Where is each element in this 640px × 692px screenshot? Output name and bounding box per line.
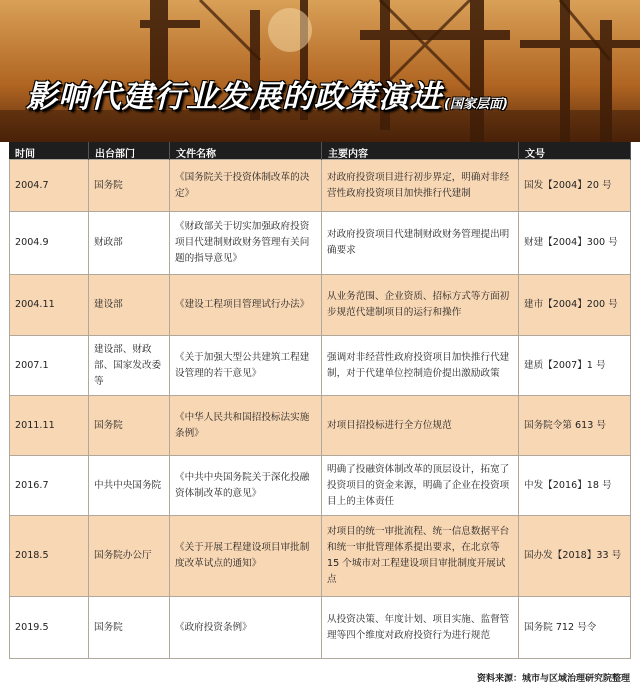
cell-code: 建质【2007】1 号 <box>519 336 631 395</box>
cell-dept: 国务院 <box>89 396 170 455</box>
cell-doc: 《关于开展工程建设项目审批制度改革试点的通知》 <box>170 516 322 596</box>
cell-content: 明确了投融资体制改革的顶层设计，拓宽了投资项目的资金来源，明确了企业在投资项目上的主体责任 <box>322 456 519 515</box>
header-content: 主要内容 <box>322 142 519 160</box>
source-note: 资料来源：城市与区域治理研究院整理 <box>476 674 630 684</box>
cell-dept: 财政部 <box>89 212 170 274</box>
cell-content: 对项目的统一审批流程、统一信息数据平台和统一审批管理体系提出要求，在北京等 15 个城市对工程建设项目审批制度开展试点 <box>322 516 519 596</box>
cell-time: 2004.7 <box>9 160 89 211</box>
cell-time: 2007.1 <box>9 336 89 395</box>
title-subtitle: (国家层面) <box>444 97 508 112</box>
header-doc: 文件名称 <box>170 142 322 160</box>
cell-time: 2011.11 <box>9 396 89 455</box>
table-row <box>9 211 631 274</box>
header-banner <box>0 0 640 142</box>
cell-content: 从投资决策、年度计划、项目实施、监督管理等四个维度对政府投资行为进行规范 <box>322 597 519 658</box>
cell-code: 财建【2004】300 号 <box>519 212 631 274</box>
cell-code: 国务院 712 号令 <box>519 597 631 658</box>
cell-doc: 《建设工程项目管理试行办法》 <box>170 275 322 335</box>
table-row <box>9 455 631 515</box>
table-row <box>9 515 631 596</box>
cell-doc: 《政府投资条例》 <box>170 597 322 658</box>
cell-dept: 国务院办公厅 <box>89 516 170 596</box>
table-header <box>9 142 631 159</box>
cell-dept: 国务院 <box>89 597 170 658</box>
title-text: 影响代建行业发展的政策演进 <box>26 79 442 115</box>
cell-time: 2018.5 <box>9 516 89 596</box>
cell-doc: 《关于加强大型公共建筑工程建设管理的若干意见》 <box>170 336 322 395</box>
cell-content: 对政府投资项目代建制财政财务管理提出明确要求 <box>322 212 519 274</box>
cell-time: 2004.11 <box>9 275 89 335</box>
cell-time: 2019.5 <box>9 597 89 658</box>
cell-doc: 《国务院关于投资体制改革的决定》 <box>170 160 322 211</box>
table-row <box>9 335 631 395</box>
cell-content: 从业务范围、企业资质、招标方式等方面初步规范代建制项目的运行和操作 <box>322 275 519 335</box>
cell-dept: 国务院 <box>89 160 170 211</box>
table-row <box>9 596 631 659</box>
cell-code: 中发【2016】18 号 <box>519 456 631 515</box>
table-row <box>9 274 631 335</box>
cell-dept: 中共中央国务院 <box>89 456 170 515</box>
cell-doc: 《中共中央国务院关于深化投融资体制改革的意见》 <box>170 456 322 515</box>
cell-content: 对政府投资项目进行初步界定，明确对非经营性政府投资项目加快推行代建制 <box>322 160 519 211</box>
cell-content: 对项目招投标进行全方位规范 <box>322 396 519 455</box>
page-title <box>26 68 508 116</box>
header-time: 时间 <box>9 142 89 160</box>
cell-dept: 建设部、财政部、国家发改委等 <box>89 336 170 395</box>
cell-doc: 《中华人民共和国招投标法实施条例》 <box>170 396 322 455</box>
policy-table <box>9 142 631 659</box>
cell-dept: 建设部 <box>89 275 170 335</box>
cell-time: 2016.7 <box>9 456 89 515</box>
cell-content: 强调对非经营性政府投资项目加快推行代建制，对于代建单位控制造价提出激励政策 <box>322 336 519 395</box>
cell-code: 国办发【2018】33 号 <box>519 516 631 596</box>
table-row <box>9 159 631 211</box>
cell-code: 建市【2004】200 号 <box>519 275 631 335</box>
header-code: 文号 <box>519 142 631 160</box>
cell-code: 国务院令第 613 号 <box>519 396 631 455</box>
cell-doc: 《财政部关于切实加强政府投资项目代建制财政财务管理有关问题的指导意见》 <box>170 212 322 274</box>
header-dept: 出台部门 <box>89 142 170 160</box>
cell-time: 2004.9 <box>9 212 89 274</box>
table-row <box>9 395 631 455</box>
cell-code: 国发【2004】20 号 <box>519 160 631 211</box>
